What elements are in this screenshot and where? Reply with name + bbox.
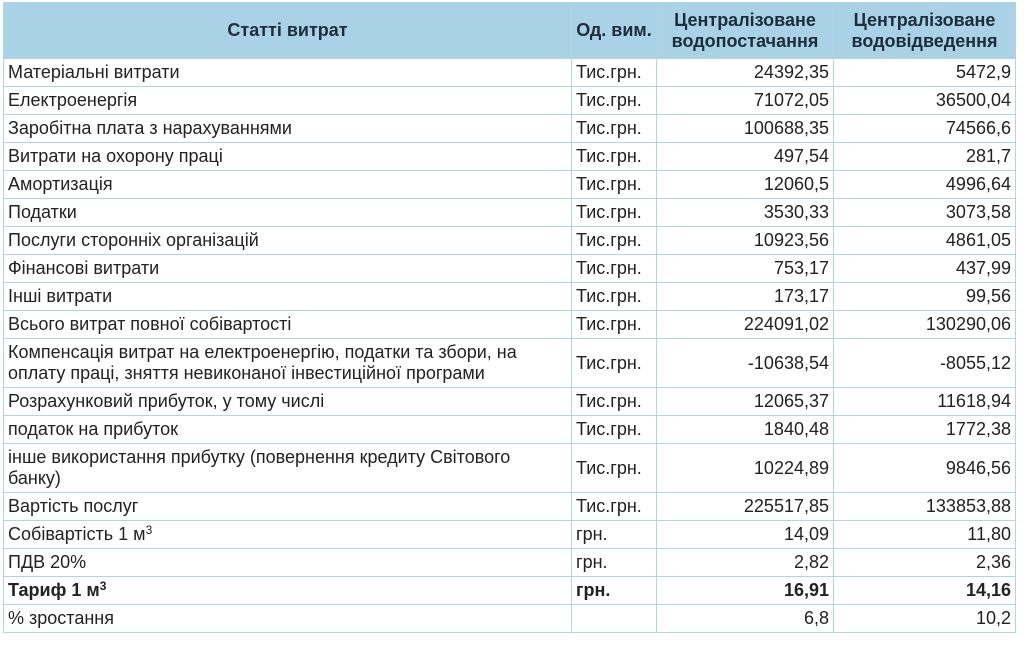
table-row <box>4 255 1016 283</box>
cost-item-cell <box>4 255 572 283</box>
water-disposal-value: 281,7 <box>834 143 1016 171</box>
table-row <box>4 143 1016 171</box>
table-row <box>4 549 1016 577</box>
cost-item-label: Інші витрати <box>8 286 113 306</box>
table-row <box>4 171 1016 199</box>
water-disposal-value: 5472,9 <box>834 59 1016 87</box>
table-row <box>4 59 1016 87</box>
water-supply-value: 6,8 <box>657 605 834 633</box>
water-disposal-value: 2,36 <box>834 549 1016 577</box>
water-supply-value: 10224,89 <box>657 444 834 493</box>
water-supply-value: 3530,33 <box>657 199 834 227</box>
unit-cell: грн. <box>572 521 657 549</box>
cost-item-label: Компенсація витрат на електроенергію, податки та збори, на оплату праці, зняття невиконаної інвестиційної програми <box>8 342 517 383</box>
water-supply-value: 225517,85 <box>657 493 834 521</box>
water-supply-value: 16,91 <box>657 577 834 605</box>
unit-cell: Тис.грн. <box>572 255 657 283</box>
unit-cell: Тис.грн. <box>572 115 657 143</box>
unit-cell: Тис.грн. <box>572 493 657 521</box>
table-row <box>4 493 1016 521</box>
table-row <box>4 577 1016 605</box>
water-disposal-value: 36500,04 <box>834 87 1016 115</box>
table-row <box>4 521 1016 549</box>
cost-item-cell <box>4 227 572 255</box>
cost-item-cell <box>4 171 572 199</box>
water-supply-value: 753,17 <box>657 255 834 283</box>
table-row <box>4 87 1016 115</box>
cost-item-label: Собівартість 1 м <box>8 524 146 544</box>
water-supply-value: 24392,35 <box>657 59 834 87</box>
cost-item-cell <box>4 577 572 605</box>
cost-item-cell <box>4 521 572 549</box>
cost-item-label: Тариф 1 м <box>8 580 100 600</box>
water-disposal-value: 437,99 <box>834 255 1016 283</box>
unit-superscript: 3 <box>99 579 107 593</box>
cost-item-label: інше використання прибутку (повернення кредиту Світового банку) <box>8 447 511 488</box>
cost-item-cell <box>4 493 572 521</box>
water-disposal-value: 11618,94 <box>834 388 1016 416</box>
water-disposal-value: 14,16 <box>834 577 1016 605</box>
header-cost-item: Статті витрат <box>4 3 572 59</box>
header-water-disposal: Централізоване водовідведення <box>834 3 1016 59</box>
table-row <box>4 283 1016 311</box>
table-row <box>4 388 1016 416</box>
table-header <box>4 3 1016 59</box>
cost-item-label: Матеріальні витрати <box>8 62 180 82</box>
cost-item-label: % зростання <box>8 608 114 628</box>
unit-cell: Тис.грн. <box>572 227 657 255</box>
unit-cell <box>572 605 657 633</box>
cost-item-label: Фінансові витрати <box>8 258 160 278</box>
water-disposal-value: 11,80 <box>834 521 1016 549</box>
header-row <box>4 3 1016 59</box>
table-row <box>4 115 1016 143</box>
unit-cell: Тис.грн. <box>572 416 657 444</box>
water-disposal-value: 99,56 <box>834 283 1016 311</box>
unit-cell: Тис.грн. <box>572 339 657 388</box>
cost-item-cell <box>4 388 572 416</box>
table-row <box>4 444 1016 493</box>
water-disposal-value: 10,2 <box>834 605 1016 633</box>
water-supply-value: 2,82 <box>657 549 834 577</box>
cost-item-label: ПДВ 20% <box>8 552 87 572</box>
unit-cell: грн. <box>572 577 657 605</box>
water-disposal-value: 4996,64 <box>834 171 1016 199</box>
cost-item-label: Амортизація <box>8 174 113 194</box>
unit-cell: Тис.грн. <box>572 283 657 311</box>
cost-item-cell <box>4 87 572 115</box>
cost-item-label: Витрати на охорону праці <box>8 146 223 166</box>
unit-cell: грн. <box>572 549 657 577</box>
water-supply-value: 12065,37 <box>657 388 834 416</box>
water-disposal-value: 74566,6 <box>834 115 1016 143</box>
cost-item-label: Послуги сторонніх організацій <box>8 230 259 250</box>
cost-item-label: Електроенергія <box>8 90 138 110</box>
header-water-supply: Централізоване водопостачання <box>657 3 834 59</box>
cost-item-cell <box>4 143 572 171</box>
unit-cell: Тис.грн. <box>572 444 657 493</box>
water-disposal-value: 1772,38 <box>834 416 1016 444</box>
cost-item-cell <box>4 444 572 493</box>
water-supply-value: 71072,05 <box>657 87 834 115</box>
unit-cell: Тис.грн. <box>572 59 657 87</box>
water-supply-value: 497,54 <box>657 143 834 171</box>
unit-cell: Тис.грн. <box>572 388 657 416</box>
unit-cell: Тис.грн. <box>572 311 657 339</box>
cost-item-label: Розрахунковий прибуток, у тому числі <box>8 391 325 411</box>
water-supply-value: 1840,48 <box>657 416 834 444</box>
water-supply-value: 100688,35 <box>657 115 834 143</box>
water-disposal-value: -8055,12 <box>834 339 1016 388</box>
cost-item-cell <box>4 605 572 633</box>
water-disposal-value: 3073,58 <box>834 199 1016 227</box>
cost-item-label: Всього витрат повної собівартості <box>8 314 292 334</box>
table-row <box>4 311 1016 339</box>
table-row <box>4 416 1016 444</box>
cost-item-cell <box>4 59 572 87</box>
cost-item-cell <box>4 549 572 577</box>
cost-item-label: Податки <box>8 202 77 222</box>
unit-cell: Тис.грн. <box>572 171 657 199</box>
cost-item-cell <box>4 416 572 444</box>
table-row <box>4 227 1016 255</box>
cost-item-cell <box>4 339 572 388</box>
table-body <box>4 59 1016 633</box>
water-disposal-value: 9846,56 <box>834 444 1016 493</box>
cost-item-label: Заробітна плата з нарахуваннями <box>8 118 292 138</box>
water-supply-value: 12060,5 <box>657 171 834 199</box>
table-row <box>4 605 1016 633</box>
unit-cell: Тис.грн. <box>572 87 657 115</box>
unit-cell: Тис.грн. <box>572 199 657 227</box>
water-disposal-value: 130290,06 <box>834 311 1016 339</box>
cost-item-label: Вартість послуг <box>8 496 139 516</box>
cost-item-cell <box>4 311 572 339</box>
water-supply-value: 14,09 <box>657 521 834 549</box>
cost-item-cell <box>4 199 572 227</box>
cost-item-cell <box>4 283 572 311</box>
unit-superscript: 3 <box>145 523 153 537</box>
water-supply-value: 173,17 <box>657 283 834 311</box>
water-supply-value: -10638,54 <box>657 339 834 388</box>
water-supply-value: 10923,56 <box>657 227 834 255</box>
cost-item-cell <box>4 115 572 143</box>
cost-item-label: податок на прибуток <box>8 419 179 439</box>
table-row <box>4 199 1016 227</box>
water-disposal-value: 4861,05 <box>834 227 1016 255</box>
tariff-cost-table <box>3 2 1016 633</box>
water-supply-value: 224091,02 <box>657 311 834 339</box>
unit-cell: Тис.грн. <box>572 143 657 171</box>
table-row <box>4 339 1016 388</box>
header-unit: Од. вим. <box>572 3 657 59</box>
water-disposal-value: 133853,88 <box>834 493 1016 521</box>
